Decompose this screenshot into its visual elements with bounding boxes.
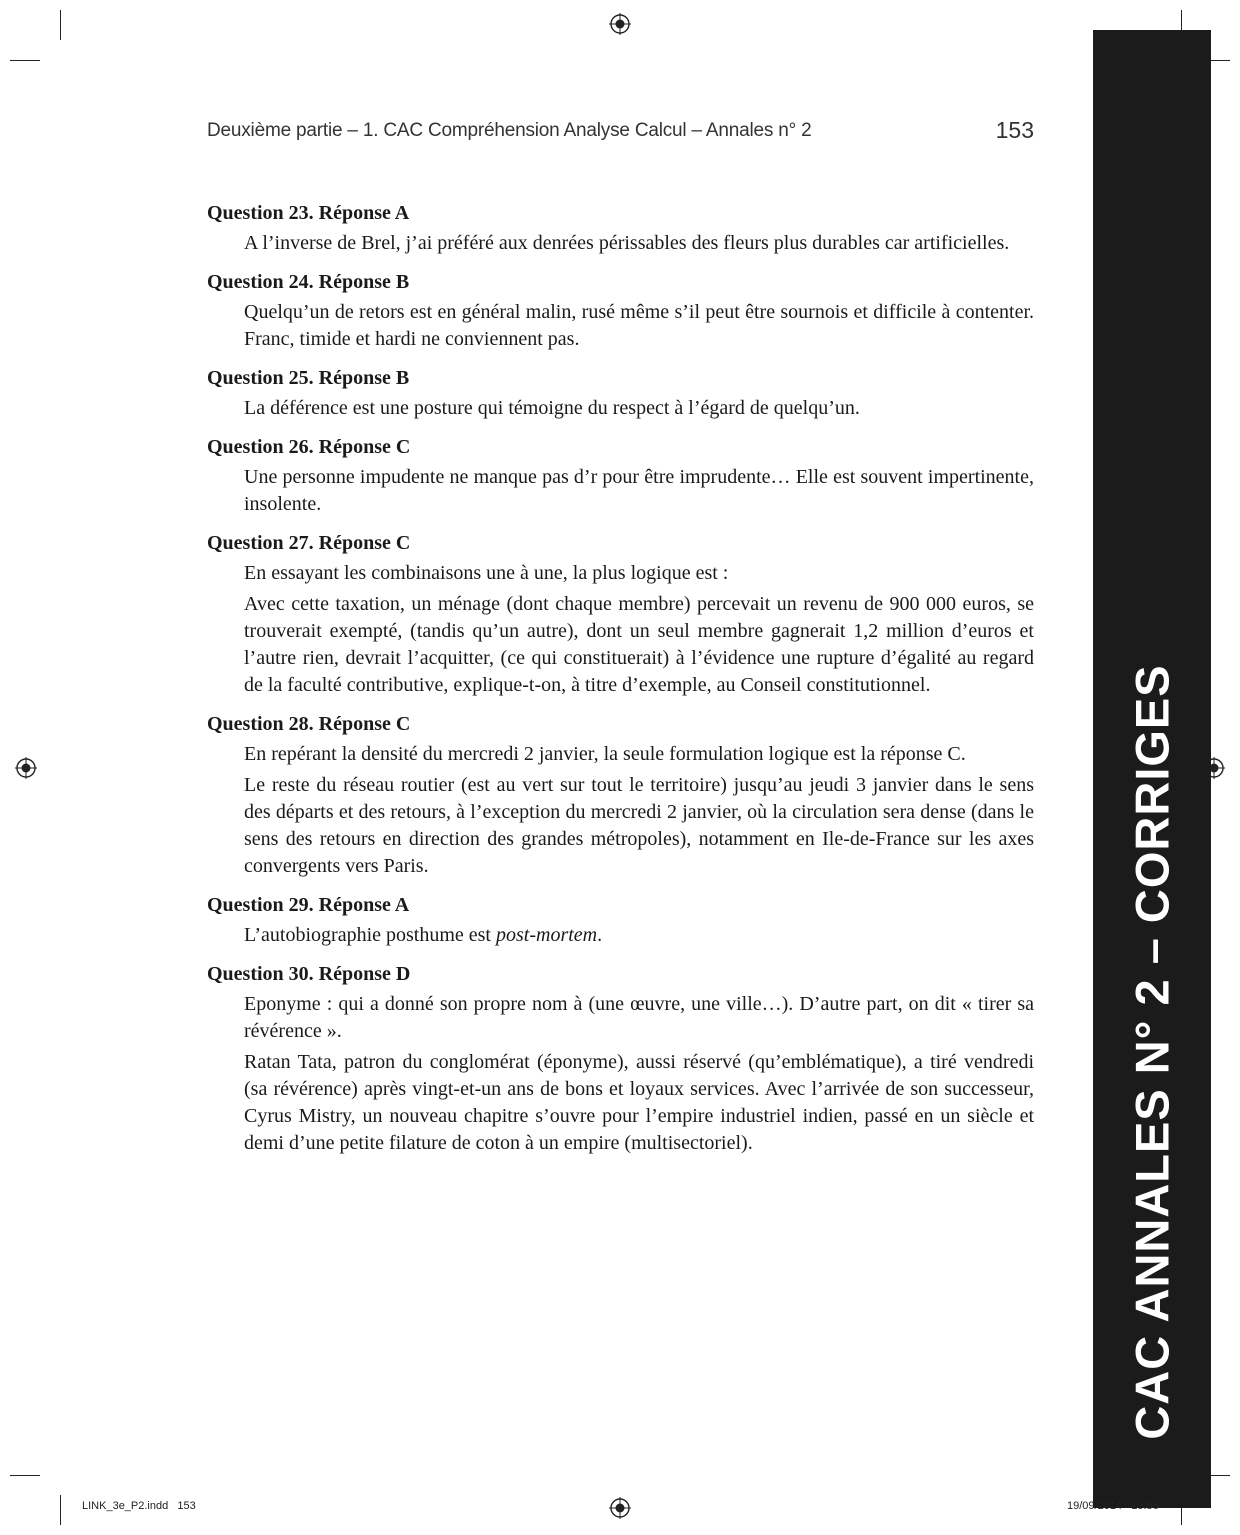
question-heading: Question 30. Réponse D <box>207 963 411 985</box>
running-header-title: Deuxième partie – 1. CAC Compréhension Analyse Calcul – Annales n° 2 <box>207 120 812 141</box>
page-number: 153 <box>995 117 1034 143</box>
answer-paragraph: Quelqu’un de retors est en général malin, rusé même s’il peut être sournois et difficile à contenter. Franc, timide et hardi ne conviennent pas. <box>244 301 1034 350</box>
answer-paragraph: Une personne impudente ne manque pas d’r pour être imprudente… Elle est souvent impertinente, insolente. <box>244 466 1034 515</box>
answer-paragraph: A l’inverse de Brel, j’ai préféré aux denrées périssables des fleurs plus durables car artificielles. <box>244 232 1010 254</box>
crop-mark-top-left-h <box>10 60 40 61</box>
registration-mark-bottom-icon <box>609 1497 631 1519</box>
question-heading: Question 26. Réponse C <box>207 436 411 458</box>
answer-paragraph: Eponyme : qui a donné son propre nom à (une œuvre, une ville…). D’autre part, on dit « tirer sa révérence ». <box>244 993 1034 1042</box>
italic-term: post-mortem <box>496 924 598 946</box>
crop-mark-top-left-v <box>60 10 61 40</box>
answer-paragraph: Avec cette taxation, un ménage (dont chaque membre) percevait un revenu de 900 000 euros, se trouverait exempté, (tandis qu’un autre), dont un seul membre gagnerait 1,2 million d’euros et l’autre rien, devrait l’acquitter, (ce qui constituerait) à l’évidence une rupture d’égalité au regard de la faculté contributive, explique-t-on, à titre d’exemple, au Conseil constitutionnel. <box>244 593 1034 696</box>
answer-paragraph <box>244 922 1034 949</box>
answer-paragraph: Ratan Tata, patron du conglomérat (éponyme), aussi réservé (qu’emblématique), a tiré vendredi (sa révérence) après vingt-et-un ans de bons et loyaux services. Avec l’arrivée de son successeur, Cyrus Mistry, un nouveau chapitre s’ouvre pour l’empire industriel indien, passé en un siècle et demi d’une petite filature de coton à un empire (multisectoriel). <box>244 1051 1034 1154</box>
question-28 <box>207 711 1034 880</box>
question-25 <box>207 365 1034 422</box>
question-27 <box>207 530 1034 699</box>
answer-paragraph: En essayant les combinaisons une à une, la plus logique est : <box>244 562 729 584</box>
answer-punctuation: . <box>597 924 603 946</box>
question-30 <box>207 961 1034 1157</box>
side-tab-label: CAC ANNALES N° 2 – CORRIGES <box>1125 664 1179 1440</box>
question-heading: Question 27. Réponse C <box>207 532 411 554</box>
registration-mark-top-icon <box>609 13 631 35</box>
question-26 <box>207 434 1034 518</box>
question-24 <box>207 269 1034 353</box>
answer-text: L’autobiographie posthume est <box>244 924 496 946</box>
question-heading: Question 25. Réponse B <box>207 367 410 389</box>
running-header <box>207 117 1034 147</box>
answers-content <box>207 200 1034 1169</box>
slug-timestamp: 19/09/2014 15:56 <box>1067 1500 1159 1512</box>
question-23 <box>207 200 1034 257</box>
answer-paragraph: La déférence est une posture qui témoigne du respect à l’égard de quelqu’un. <box>244 397 860 419</box>
crop-mark-bottom-left-v <box>60 1495 61 1525</box>
question-heading: Question 24. Réponse B <box>207 271 410 293</box>
question-heading: Question 29. Réponse A <box>207 894 410 916</box>
question-29 <box>207 892 1034 949</box>
question-heading: Question 23. Réponse A <box>207 202 410 224</box>
crop-mark-bottom-left-h <box>10 1475 40 1476</box>
answer-paragraph: En repérant la densité du mercredi 2 janvier, la seule formulation logique est la réponse C. <box>244 743 966 765</box>
registration-mark-left-icon <box>15 757 37 779</box>
answer-paragraph: Le reste du réseau routier (est au vert sur tout le territoire) jusqu’au jeudi 3 janvier dans le sens des départs et des retours, à l’exception du mercredi 2 janvier, où la circulation sera dense (dans le sens des retours en direction des grandes métropoles), notamment en Ile-de-France sur les axes convergents vers Paris. <box>244 774 1034 877</box>
question-heading: Question 28. Réponse C <box>207 713 411 735</box>
slug-filename: LINK_3e_P2.indd 153 <box>82 1500 196 1512</box>
